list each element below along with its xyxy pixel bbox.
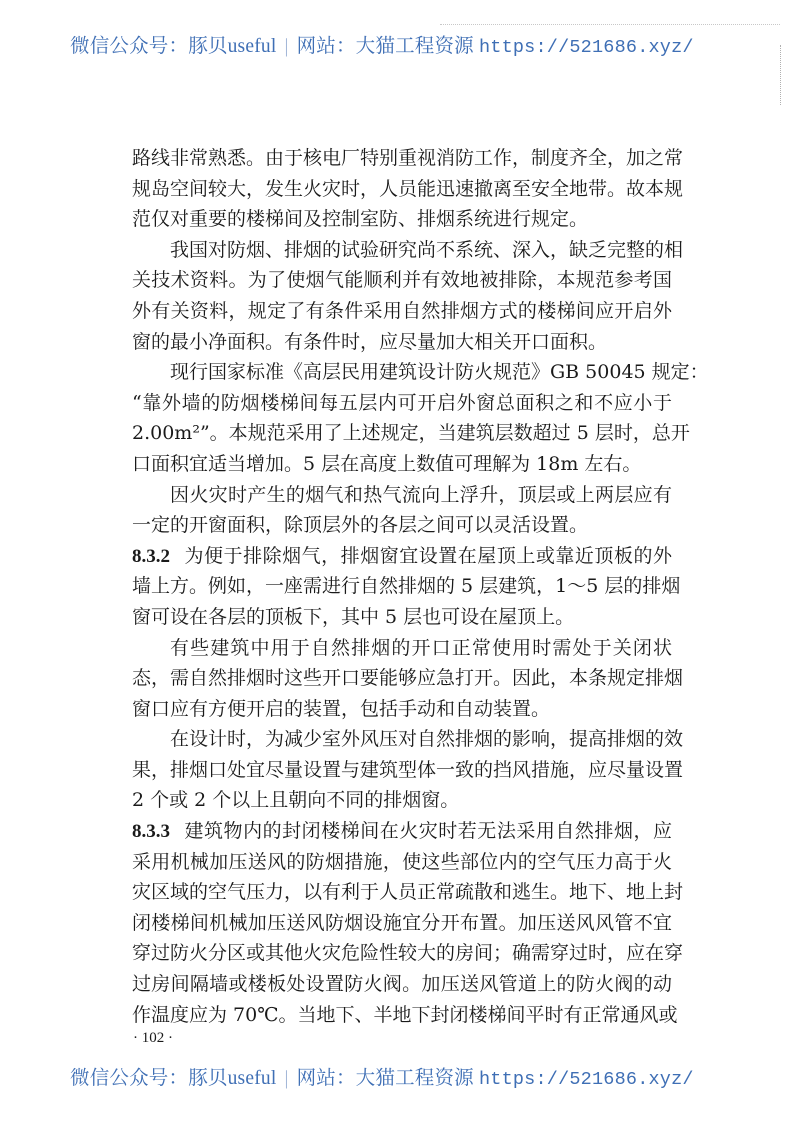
scan-artifact-right-edge (780, 45, 782, 105)
text-line: 灾区域的空气压力，以有利于人员正常疏散和逃生。地下、地上封 (132, 881, 684, 904)
text-line: 窗可设在各层的顶板下，其中 5 层也可设在屋顶上。 (132, 605, 575, 628)
clause-8-3-3 (132, 816, 684, 1030)
document-body (132, 143, 709, 1030)
page-number: · 102 · (133, 1030, 173, 1046)
text-line: 果，排烟口处宜尽量设置与建筑型体一致的挡风措施，应尽量设置 (132, 758, 684, 781)
watermark-separator: | (284, 1068, 289, 1089)
watermark-header (70, 30, 750, 58)
text-line: 范仅对重要的楼梯间及控制室防、排烟系统进行规定。 (132, 208, 589, 231)
paragraph (132, 724, 684, 816)
text-line: 在设计时，为减少室外风压对自然排烟的影响，提高排烟的效 (170, 728, 684, 751)
text-line: 墙上方。例如，一座需进行自然排烟的 5 层建筑，1～5 层的排烟 (132, 575, 681, 598)
text-line: 闭楼梯间机械加压送风防烟设施宜分开布置。加压送风风管不宜 (132, 911, 672, 934)
text-line: 窗口应有方便开启的装置，包括手动和自动装置。 (132, 697, 551, 720)
text-line: 作温度应为 70℃。当地下、半地下封闭楼梯间平时有正常通风或 (132, 1003, 678, 1026)
text-line: 一定的开窗面积，除顶层外的各层之间可以灵活设置。 (132, 514, 589, 537)
text-line: 2.00m²”。本规范采用了上述规定，当建筑层数超过 5 层时，总开 (132, 422, 690, 445)
paragraph (132, 143, 684, 235)
text-line: 过房间隔墙或楼板处设置防火阀。加压送风管道上的防火阀的动 (132, 973, 672, 996)
text-line: 采用机械加压送风的防烟措施，使这些部位内的空气压力高于火 (132, 850, 672, 873)
paragraph (132, 235, 684, 357)
text-line: 我国对防烟、排烟的试验研究尚不系统、深入，缺乏完整的相 (170, 238, 684, 261)
paragraph (132, 357, 709, 479)
text-line: 口面积宜适当增加。5 层在高度上数值可理解为 18m 左右。 (132, 452, 642, 475)
clause-number: 8.3.2 (132, 545, 170, 567)
watermark-url[interactable]: https://521686.xyz/ (478, 37, 694, 58)
text-line: 关技术资料。为了使烟气能顺利并有效地被排除，本规范参考国 (132, 269, 672, 292)
text-line: 路线非常熟悉。由于核电厂特别重视消防工作，制度齐全，加之常 (132, 147, 684, 169)
text-line: 2 个或 2 个以上且朝向不同的排烟窗。 (132, 789, 460, 812)
clause-8-3-2 (132, 541, 681, 633)
text-line (132, 541, 672, 572)
text-line: 规岛空间较大，发生火灾时，人员能迅速撤离至安全地带。故本规 (132, 177, 684, 200)
text-line: 态，需自然排烟时这些开口要能够应急打开。因此，本条规定排烟 (132, 667, 684, 690)
watermark-wechat: 微信公众号：豚贝useful (70, 36, 277, 57)
watermark-separator: | (284, 36, 289, 57)
text-line: 有些建筑中用于自然排烟的开口正常使用时需处于关闭状 (170, 636, 672, 659)
scan-artifact-top-line (440, 24, 780, 26)
text-line: 因火灾时产生的烟气和热气流向上浮升，顶层或上两层应有 (170, 483, 672, 506)
paragraph (132, 480, 672, 541)
paragraph (132, 633, 684, 725)
watermark-site: 网站：大猫工程资源 (296, 1068, 474, 1089)
clause-text: 建筑物内的封闭楼梯间在火灾时若无法采用自然排烟，应 (184, 820, 672, 843)
text-line: 外有关资料，规定了有条件采用自然排烟方式的楼梯间应开启外 (132, 299, 672, 322)
text-line (132, 816, 672, 847)
clause-text: 为便于排除烟气，排烟窗宜设置在屋顶上或靠近顶板的外 (184, 544, 672, 567)
text-line: 现行国家标准《高层民用建筑设计防火规范》GB 50045 规定： (170, 361, 709, 384)
text-line: 窗的最小净面积。有条件时，应尽量加大相关开口面积。 (132, 330, 608, 353)
watermark-site: 网站：大猫工程资源 (296, 36, 474, 57)
clause-number: 8.3.3 (132, 821, 170, 843)
text-line: “靠外墙的防烟楼梯间每五层内可开启外窗总面积之和不应小于 (132, 391, 672, 414)
watermark-wechat: 微信公众号：豚贝useful (70, 1068, 277, 1089)
text-line: 穿过防火分区或其他火灾危险性较大的房间；确需穿过时，应在穿 (132, 942, 684, 965)
watermark-footer (70, 1062, 750, 1090)
watermark-url[interactable]: https://521686.xyz/ (478, 1069, 694, 1090)
